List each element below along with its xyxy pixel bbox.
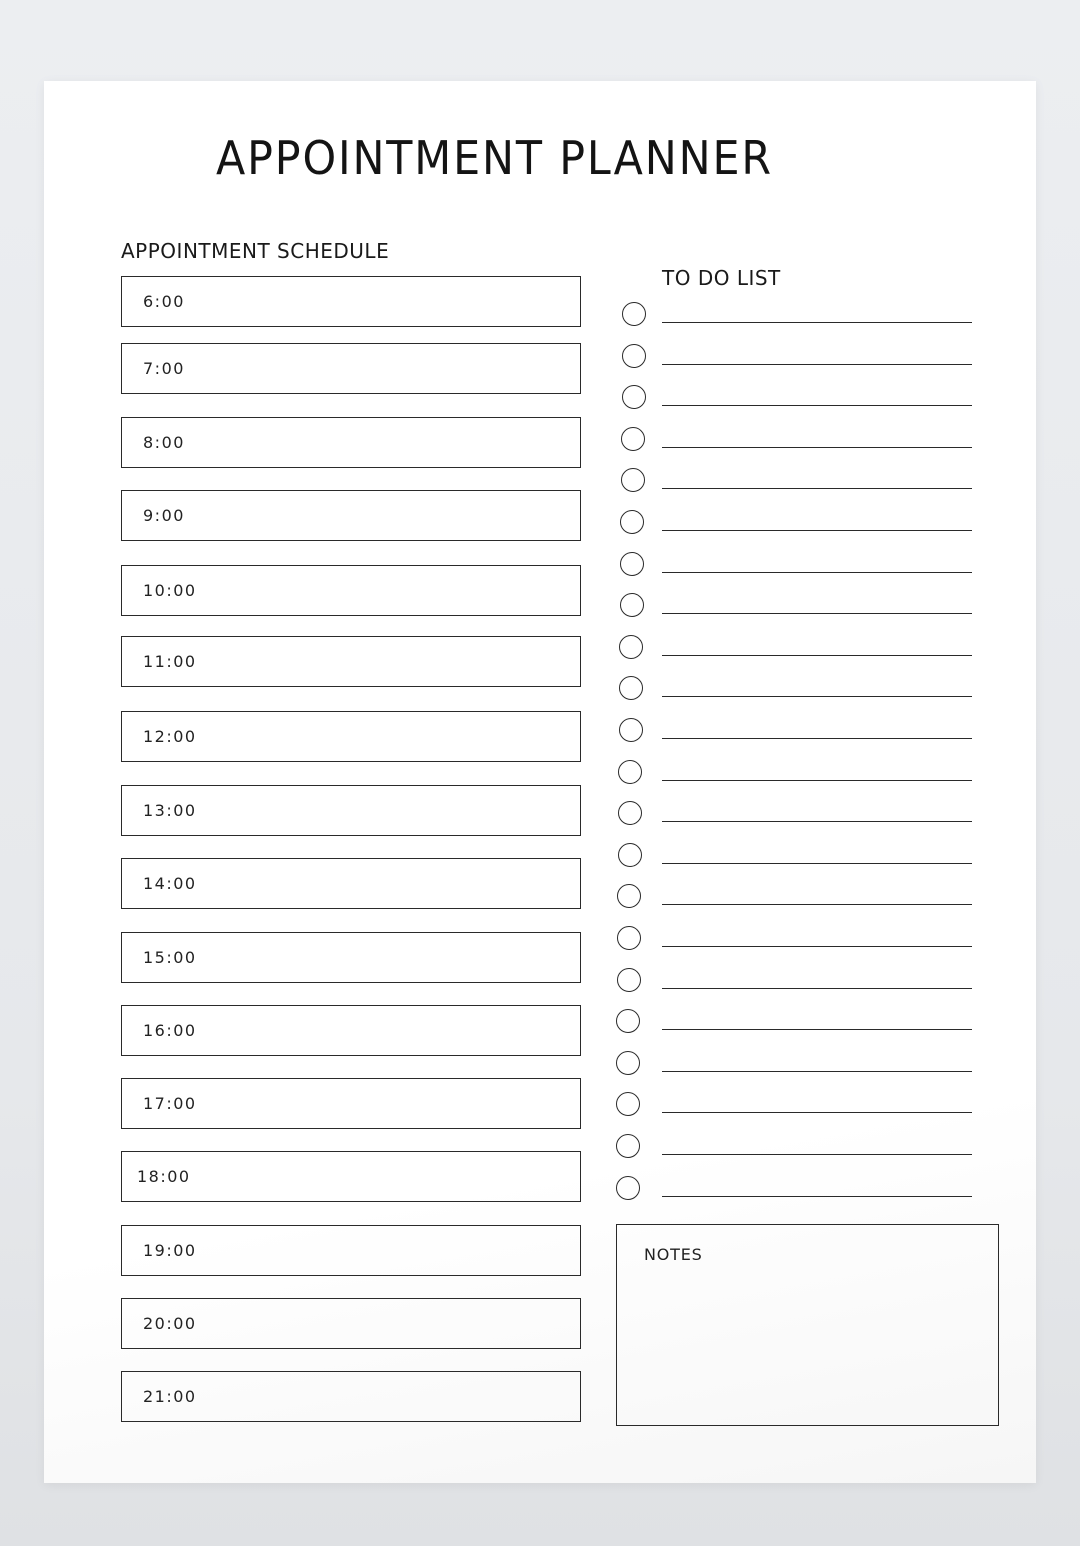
slot-time-label: 15:00: [143, 947, 197, 967]
todo-checkbox[interactable]: [619, 635, 643, 659]
todo-checkbox[interactable]: [622, 385, 646, 409]
todo-line[interactable]: [662, 946, 972, 947]
slot-time-label: 17:00: [143, 1093, 197, 1113]
slot-time-label: 6:00: [143, 291, 185, 311]
todo-checkbox[interactable]: [616, 1009, 640, 1033]
planner-page: [44, 81, 1036, 1483]
schedule-slot[interactable]: [121, 1371, 581, 1422]
todo-checkbox[interactable]: [618, 843, 642, 867]
todo-line[interactable]: [662, 821, 972, 822]
todo-checkbox[interactable]: [622, 344, 646, 368]
schedule-slot[interactable]: [121, 858, 581, 909]
todo-line[interactable]: [662, 488, 972, 489]
todo-checkbox[interactable]: [618, 760, 642, 784]
todo-line[interactable]: [662, 655, 972, 656]
todo-line[interactable]: [662, 904, 972, 905]
slot-time-label: 7:00: [143, 358, 185, 378]
todo-line[interactable]: [662, 322, 972, 323]
todo-line[interactable]: [662, 1071, 972, 1072]
schedule-slot[interactable]: [121, 932, 581, 983]
todo-checkbox[interactable]: [616, 1176, 640, 1200]
slot-time-label: 14:00: [143, 873, 197, 893]
slot-time-label: 9:00: [143, 505, 185, 525]
todo-checkbox[interactable]: [621, 468, 645, 492]
todo-checkbox[interactable]: [622, 302, 646, 326]
schedule-heading: APPOINTMENT SCHEDULE: [121, 239, 390, 263]
todo-line[interactable]: [662, 364, 972, 365]
todo-checkbox[interactable]: [619, 676, 643, 700]
todo-line[interactable]: [662, 696, 972, 697]
todo-line[interactable]: [662, 780, 972, 781]
slot-time-label: 18:00: [137, 1166, 191, 1186]
notes-box[interactable]: [616, 1224, 999, 1426]
todo-checkbox[interactable]: [616, 1051, 640, 1075]
notes-label: NOTES: [644, 1245, 703, 1264]
schedule-slot[interactable]: [121, 1078, 581, 1129]
todo-checkbox[interactable]: [616, 1134, 640, 1158]
todo-line[interactable]: [662, 613, 972, 614]
todo-checkbox[interactable]: [618, 801, 642, 825]
todo-checkbox[interactable]: [617, 926, 641, 950]
todo-line[interactable]: [662, 405, 972, 406]
slot-time-label: 13:00: [143, 800, 197, 820]
page-title: APPOINTMENT PLANNER: [216, 131, 773, 185]
todo-checkbox[interactable]: [616, 1092, 640, 1116]
todo-checkbox[interactable]: [620, 510, 644, 534]
todo-line[interactable]: [662, 738, 972, 739]
slot-time-label: 10:00: [143, 580, 197, 600]
todo-line[interactable]: [662, 447, 972, 448]
schedule-slot[interactable]: [121, 636, 581, 687]
todo-line[interactable]: [662, 863, 972, 864]
todo-line[interactable]: [662, 1112, 972, 1113]
todo-line[interactable]: [662, 530, 972, 531]
todo-checkbox[interactable]: [619, 718, 643, 742]
todo-checkbox[interactable]: [617, 968, 641, 992]
slot-time-label: 12:00: [143, 726, 197, 746]
todo-checkbox[interactable]: [617, 884, 641, 908]
todo-checkbox[interactable]: [620, 593, 644, 617]
todo-heading: TO DO LIST: [662, 266, 781, 290]
schedule-slot[interactable]: [121, 417, 581, 468]
slot-time-label: 19:00: [143, 1240, 197, 1260]
todo-checkbox[interactable]: [621, 427, 645, 451]
todo-line[interactable]: [662, 1154, 972, 1155]
todo-line[interactable]: [662, 572, 972, 573]
slot-time-label: 21:00: [143, 1386, 197, 1406]
slot-time-label: 20:00: [143, 1313, 197, 1333]
slot-time-label: 11:00: [143, 651, 197, 671]
slot-time-label: 16:00: [143, 1020, 197, 1040]
todo-checkbox[interactable]: [620, 552, 644, 576]
todo-line[interactable]: [662, 988, 972, 989]
schedule-slot[interactable]: [121, 1151, 581, 1202]
schedule-slot[interactable]: [121, 785, 581, 836]
schedule-slot[interactable]: [121, 490, 581, 541]
todo-line[interactable]: [662, 1029, 972, 1030]
schedule-slot[interactable]: [121, 1225, 581, 1276]
schedule-slot[interactable]: [121, 1005, 581, 1056]
schedule-slot[interactable]: [121, 343, 581, 394]
slot-time-label: 8:00: [143, 432, 185, 452]
schedule-slot[interactable]: [121, 1298, 581, 1349]
schedule-slot[interactable]: [121, 276, 581, 327]
schedule-slot[interactable]: [121, 711, 581, 762]
todo-line[interactable]: [662, 1196, 972, 1197]
schedule-slot[interactable]: [121, 565, 581, 616]
